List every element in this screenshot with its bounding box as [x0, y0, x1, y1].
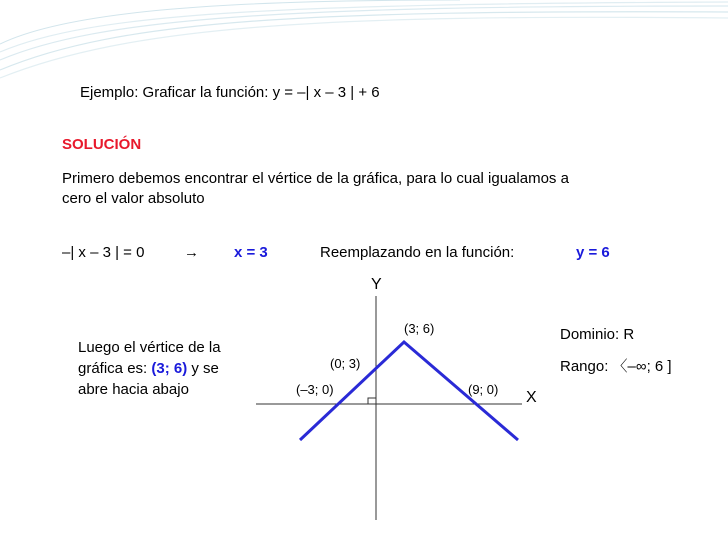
y-axis-label: Y	[371, 276, 382, 293]
equation-left: –| x – 3 | = 0	[62, 244, 145, 261]
replace-label: Reemplazando en la función:	[320, 244, 515, 261]
arrow-icon: →	[184, 244, 199, 261]
point-left-root-label: (–3; 0)	[296, 382, 334, 397]
range-text: Rango: 〈–∞; 6 ]	[560, 358, 672, 375]
vertex-note-vertex: (3; 6)	[151, 360, 188, 377]
vertex-note-line3: abre hacia abajo	[78, 381, 189, 398]
example-statement: Ejemplo: Graficar la función: y = –| x – 3 | + 6	[80, 84, 380, 101]
vertex-note-line2-pre: gráfica es:	[78, 360, 152, 377]
solution-title: SOLUCIÓN	[62, 136, 142, 153]
intro-text-line2: cero el valor absoluto	[62, 190, 205, 207]
point-y-intercept-label: (0; 3)	[330, 356, 361, 371]
equation-result: x = 3	[234, 244, 268, 261]
point-right-root-label: (9; 0)	[468, 382, 499, 397]
replace-result: y = 6	[576, 244, 610, 261]
origin-marker	[368, 398, 376, 404]
x-axis-label: X	[526, 389, 537, 406]
vertex-note-line1: Luego el vértice de la	[78, 339, 221, 356]
intro-text-line1: Primero debemos encontrar el vértice de la gráfica, para lo cual igualamos a	[62, 170, 569, 187]
domain-text: Dominio: R	[560, 326, 635, 343]
vertex-note-line2-post: y se	[187, 360, 219, 377]
point-vertex-label: (3; 6)	[404, 321, 435, 336]
